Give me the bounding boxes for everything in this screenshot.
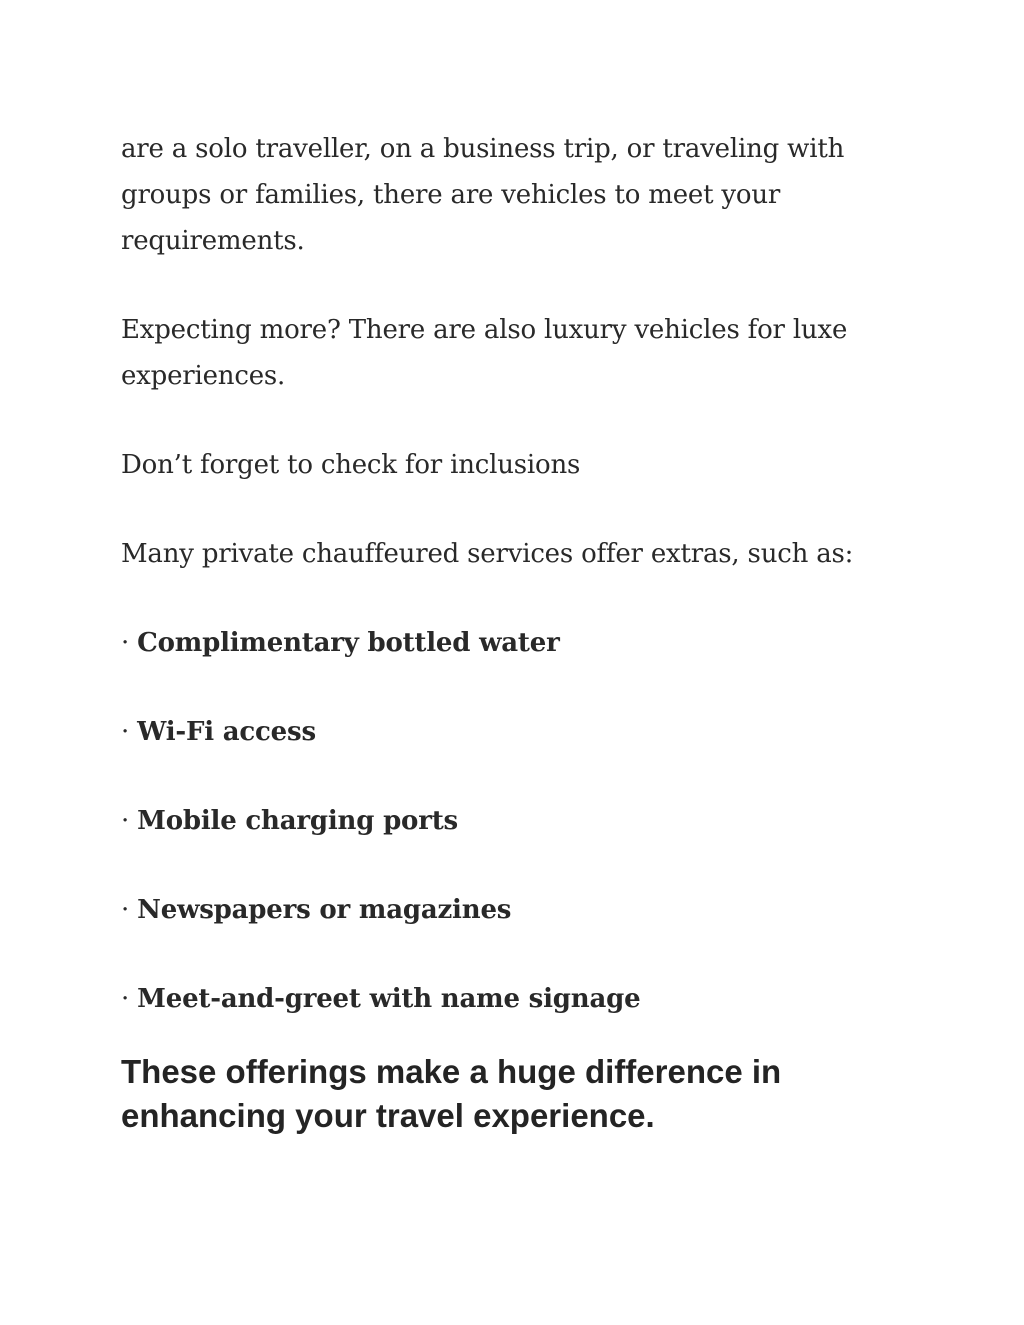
article-body: [121, 126, 881, 1138]
paragraph-vehicle-options: are a solo traveller, on a business trip, or traveling with groups or families, there are vehicles to meet your requirements.: [121, 134, 845, 256]
paragraph-inclusions: Don’t forget to check for inclusions: [121, 450, 581, 480]
list-item-charging-ports: [121, 798, 881, 844]
bullet-marker: ·: [121, 984, 130, 1014]
list-item-label: Newspapers or magazines: [137, 895, 512, 925]
list-item-bottled-water: [121, 620, 881, 666]
paragraph-extras-intro: Many private chauffeured services offer extras, such as:: [121, 539, 854, 569]
list-item-label: Complimentary bottled water: [137, 628, 560, 658]
closing-heading: These offerings make a huge difference in enhancing your travel experience.: [121, 1053, 782, 1134]
list-item-meet-and-greet: [121, 976, 881, 1022]
bullet-marker: ·: [121, 806, 130, 836]
list-item-label: Mobile charging ports: [137, 806, 458, 836]
list-item-wifi: [121, 709, 881, 755]
bullet-marker: ·: [121, 717, 130, 747]
bullet-marker: ·: [121, 628, 130, 658]
list-item-label: Wi-Fi access: [137, 717, 316, 747]
paragraph-luxury-vehicles: Expecting more? There are also luxury vehicles for luxe experiences.: [121, 315, 848, 391]
list-item-newspapers: [121, 887, 881, 933]
list-item-label: Meet-and-greet with name signage: [137, 984, 641, 1014]
bullet-marker: ·: [121, 895, 130, 925]
